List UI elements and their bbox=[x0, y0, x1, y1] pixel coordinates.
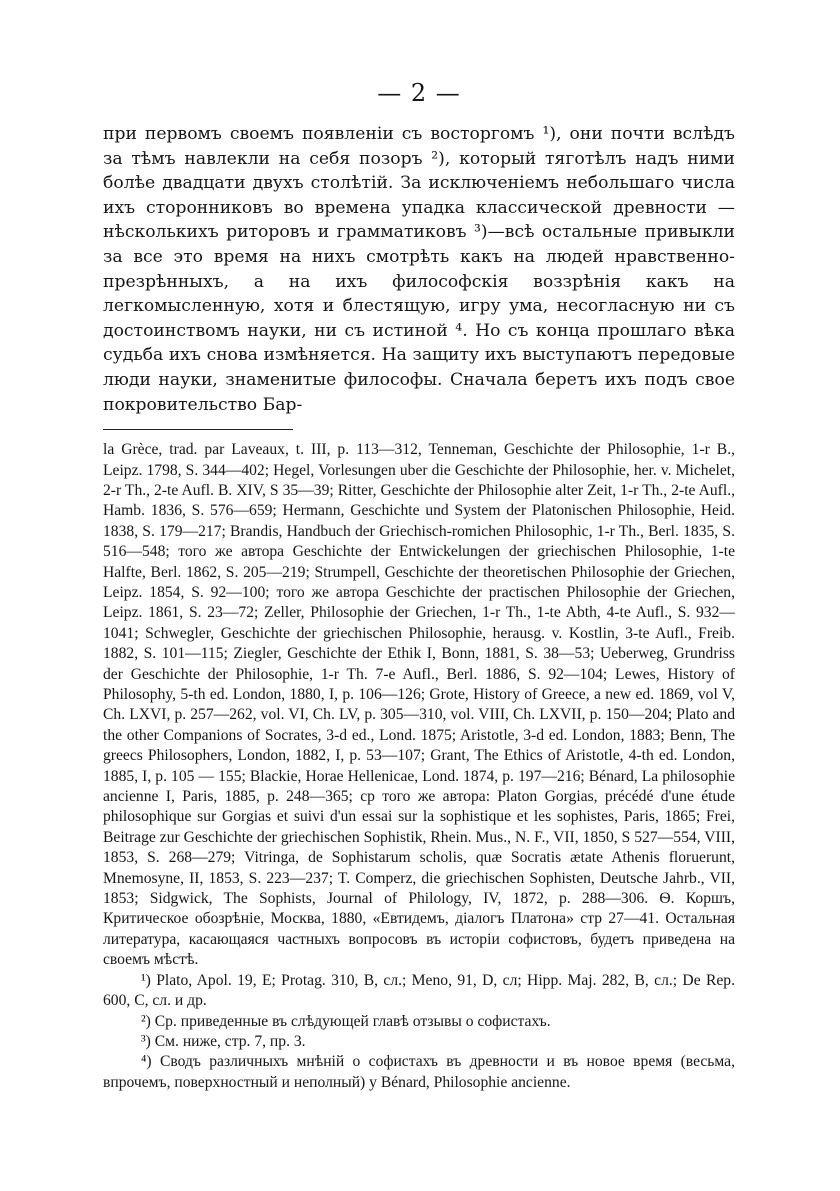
footnote-3: ³) См. ниже, стр. 7, пр. 3. bbox=[141, 1032, 306, 1050]
footnote-continued: la Grèce, trad. par Laveaux, t. III, p. 113—312, Tenneman, Geschichte der Philosophie, 1-r B., Leipz. 1798, S. 344—402; Hegel, Vorlesungen uber die Geschichte der Philosophie, her. v. Michelet, 2-r Th., 2-te Aufl. B. XIV, S 35—39; Ritter, Geschichte der Philosophie alter Zeit, 1-r Th., 2-te Aufl., Hamb. 1836, S. 576—659; Hermann, Geschichte und System der Platonischen Philosophie, Heid. 1838, S. 179—217; Brandis, Handbuch der Griechisch-romichen Philosophic, 1-r Th., Berl. 1835, S. 516—548; того же автора Geschichte der Entwickelungen der griechischen Philosophie, 1-te Halfte, Berl. 1862, S. 205—219; Strumpell, Geschichte der theoretischen Philosophie der Griechen, Leipz. 1854, S. 92—100; того же автора Geschichte der practischen Philosophie der Griechen, Leipz. 1861, S. 23—72; Zeller, Philosophie der Griechen, 1-r Th., 1-te Abth, 4-te Aufl., S. 932—1041; Schwegler, Geschichte der griechischen Philosophie, herausg. v. Kostlin, 3-te Aufl., Freib. 1882, S. 101—115; Ziegler, Geschichte der Ethik I, Bonn, 1881, S. 38—53; Ueberweg, Grundriss der Geschichte der Philosophie, 1-r Th. 7-e Aufl., Berl. 1886, S. 92—104; Lewes, History of Philosophy, 5-th ed. London, 1880, I, p. 106—126; Grote, History of Greece, a new ed. 1869, vol V, Ch. LXVI, p. 257—262, vol. VI, Ch. LV, p. 305—310, vol. VIII, Ch. LXVII, p. 150—204; Plato and the other Companions of Socrates, 3-d ed., Lond. 1875; Aristotle, 3-d ed. London, 1883; Benn, The greecs Philosophers, London, 1882, I, p. 53—107; Grant, The Ethics of Aristotle, 4-th ed. London, 1885, I, p. 105 — 155; Blackie, Horae Hellenicae, Lond. 1874, p. 197—216; Bénard, La philosophie ancienne I, Paris, 1885, p. 248—365; ср того же автора: Platon Gorgias, précédé d'une étude philosophique sur Gorgias et suivi d'un essai sur la sophistique et les sophistes, Paris, 1865; Frei, Beitrage zur Geschichte der griechischen Sophistik, Rhein. Mus., N. F., VII, 1850, S 527—554, VIII, 1853, S. 268—279; Vitringa, de Sophistarum scholis, quæ Socratis ætate Athenis floruerunt, Mnemosyne, II, 1853, S. 223—237; T. Comperz, die griechischen Sophisten, Deutsche Jahrb., VII, 1853; Sidgwick, The Sophists, Journal of Philology, IV, 1872, p. 288—306. Ѳ. Коршъ, Критическое обозрѣніе, Москва, 1880, «Евтидемъ, діалогъ Платона» стр 27—41. Остальная литература, касающаяся частныхъ вопросовъ въ исторіи софистовъ, будетъ приведена на своемъ мѣстѣ. bbox=[103, 441, 735, 969]
footnote-1: ¹) Plato, Apol. 19, E; Protag. 310, B, сл.; Meno, 91, D, сл; Hipp. Maj. 282, B, сл.; De Rep. 600, C, сл. и др. bbox=[103, 971, 735, 1010]
footnote-2: ²) Ср. приведенные въ слѣдующей главѣ отзывы о софистахъ. bbox=[141, 1012, 551, 1030]
footnote-4: ⁴) Сводъ различныхъ мнѣній о софистахъ въ древности и въ новое время (весьма, впрочемъ, поверхностный и неполный) у Bénard, Philosophie ancienne. bbox=[103, 1053, 735, 1091]
footnote-divider bbox=[103, 429, 293, 430]
document-page bbox=[103, 78, 735, 1093]
main-paragraph: при первомъ своемъ появленіи съ восторгомъ ¹), они почти вслѣдъ за тѣмъ навлекли на себя позоръ ²), который тяготѣлъ надъ ними болѣе двадцати двухъ столѣтій. За исключеніемъ небольшаго числа ихъ сторонниковъ во времена упадка классической древности — нѣсколькихъ риторовъ и грамматиковъ ³)—всѣ остальные привыкли за все это время на нихъ смотрѣть какъ на людей нравственно-презрѣнныхъ, а на ихъ философскія воззрѣнія какъ на легкомысленную, хотя и блестящую, игру ума, несогласную ни съ достоинствомъ науки, ни съ истиной ⁴. Но съ конца прошлаго вѣка судьба ихъ снова измѣняется. На защиту ихъ выступаютъ передовые люди науки, знаменитые философы. Сначала беретъ ихъ подъ свое покровительство Бар- bbox=[103, 124, 735, 415]
footnotes bbox=[103, 440, 735, 1093]
page-number: — 2 — bbox=[377, 79, 461, 107]
